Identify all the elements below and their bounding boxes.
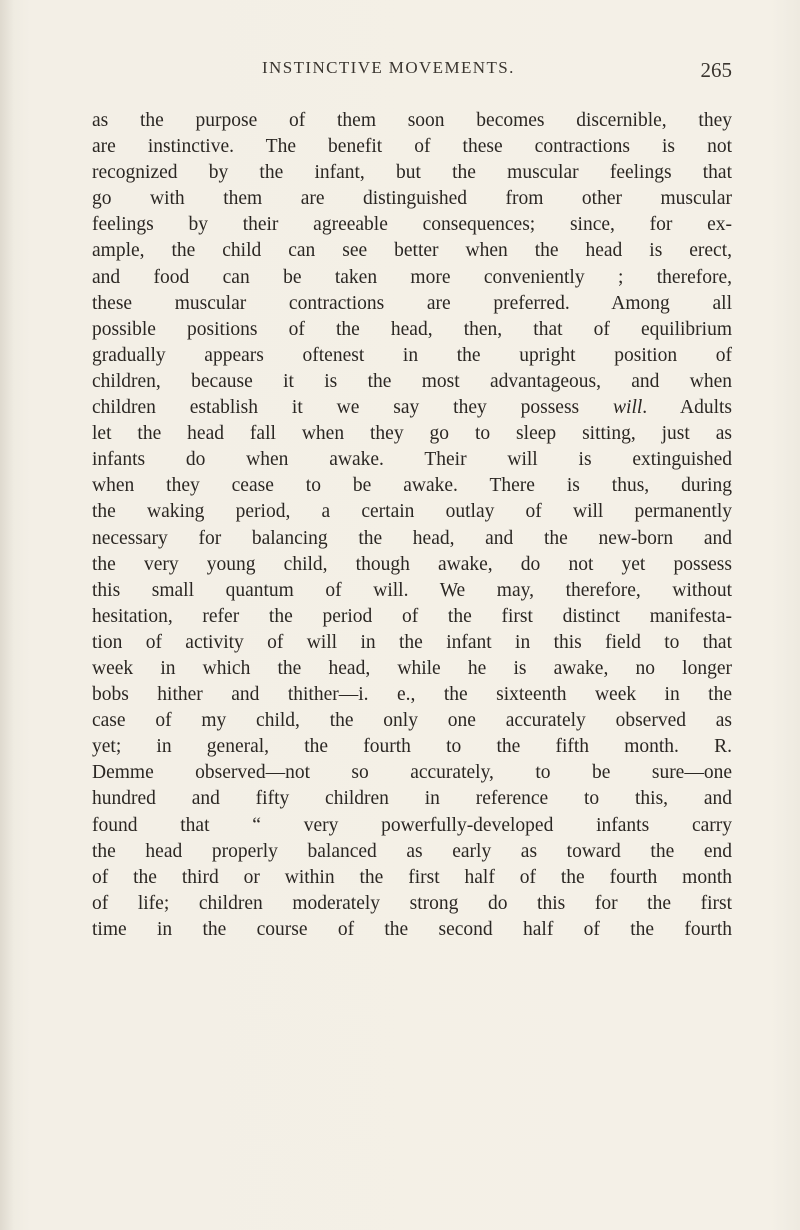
- text-line: case of my child, the only one accurately observed as: [92, 710, 732, 732]
- text-line: gradually appears oftenest in the upright position of: [92, 344, 732, 366]
- text-line: recognized by the infant, but the muscular feelings that: [92, 162, 732, 184]
- text-line: hesitation, refer the period of the first distinct manifesta-: [92, 605, 732, 627]
- text-line: tion of activity of will in the infant in this field to that: [92, 631, 732, 653]
- text-line: possible positions of the head, then, that of equilibrium: [92, 318, 732, 340]
- text-line: go with them are distinguished from other muscular: [92, 188, 732, 210]
- text-line: Demme observed—not so accurately, to be sure—one: [92, 762, 732, 784]
- text-line: time in the course of the second half of the fourth: [92, 918, 732, 940]
- text-line: as the purpose of them soon becomes discernible, they: [92, 110, 732, 131]
- text-line: of life; children moderately strong do this for the first: [92, 892, 732, 914]
- text-line: let the head fall when they go to sleep sitting, just as: [92, 423, 732, 445]
- gutter-shadow: [0, 0, 14, 1230]
- text-line: this small quantum of will. We may, therefore, without: [92, 579, 732, 601]
- text-line: necessary for balancing the head, and the new-born and: [92, 527, 732, 549]
- text-line: children, because it is the most advantageous, and when: [92, 370, 732, 392]
- text-line: these muscular contractions are preferred. Among all: [92, 292, 732, 314]
- text-line: found that “ very powerfully-developed infants carry: [92, 814, 732, 836]
- text-line: yet; in general, the fourth to the fifth month. R.: [92, 736, 732, 758]
- running-head: [92, 58, 732, 88]
- body-text: [92, 108, 732, 943]
- page-number: 265: [700, 58, 732, 82]
- text-line: hundred and fifty children in reference to this, and: [92, 788, 732, 810]
- text-line: the waking period, a certain outlay of will permanently: [92, 501, 732, 523]
- text-line: when they cease to be awake. There is thus, during: [92, 475, 732, 497]
- running-title: INSTINCTIVE MOVEMENTS.: [262, 58, 515, 77]
- text-line: of the third or within the first half of the fourth month: [92, 866, 732, 888]
- text-line: week in which the head, while he is awake, no longer: [92, 657, 732, 679]
- emphasized-word: will: [613, 397, 643, 419]
- text-line: the head properly balanced as early as toward the end: [92, 840, 732, 862]
- text-line: feelings by their agreeable consequences; since, for ex-: [92, 214, 732, 236]
- text-line: children establish it we say they possess will. Adults: [92, 397, 732, 419]
- text-line: ample, the child can see better when the head is erect,: [92, 240, 732, 262]
- text-line: the very young child, though awake, do not yet possess: [92, 553, 732, 575]
- text-line: bobs hither and thither—i. e., the sixteenth week in the: [92, 684, 732, 706]
- text-line: and food can be taken more conveniently ; therefore,: [92, 266, 732, 288]
- text-line: are instinctive. The benefit of these contractions is not: [92, 136, 732, 158]
- text-line: infants do when awake. Their will is extinguished: [92, 449, 732, 471]
